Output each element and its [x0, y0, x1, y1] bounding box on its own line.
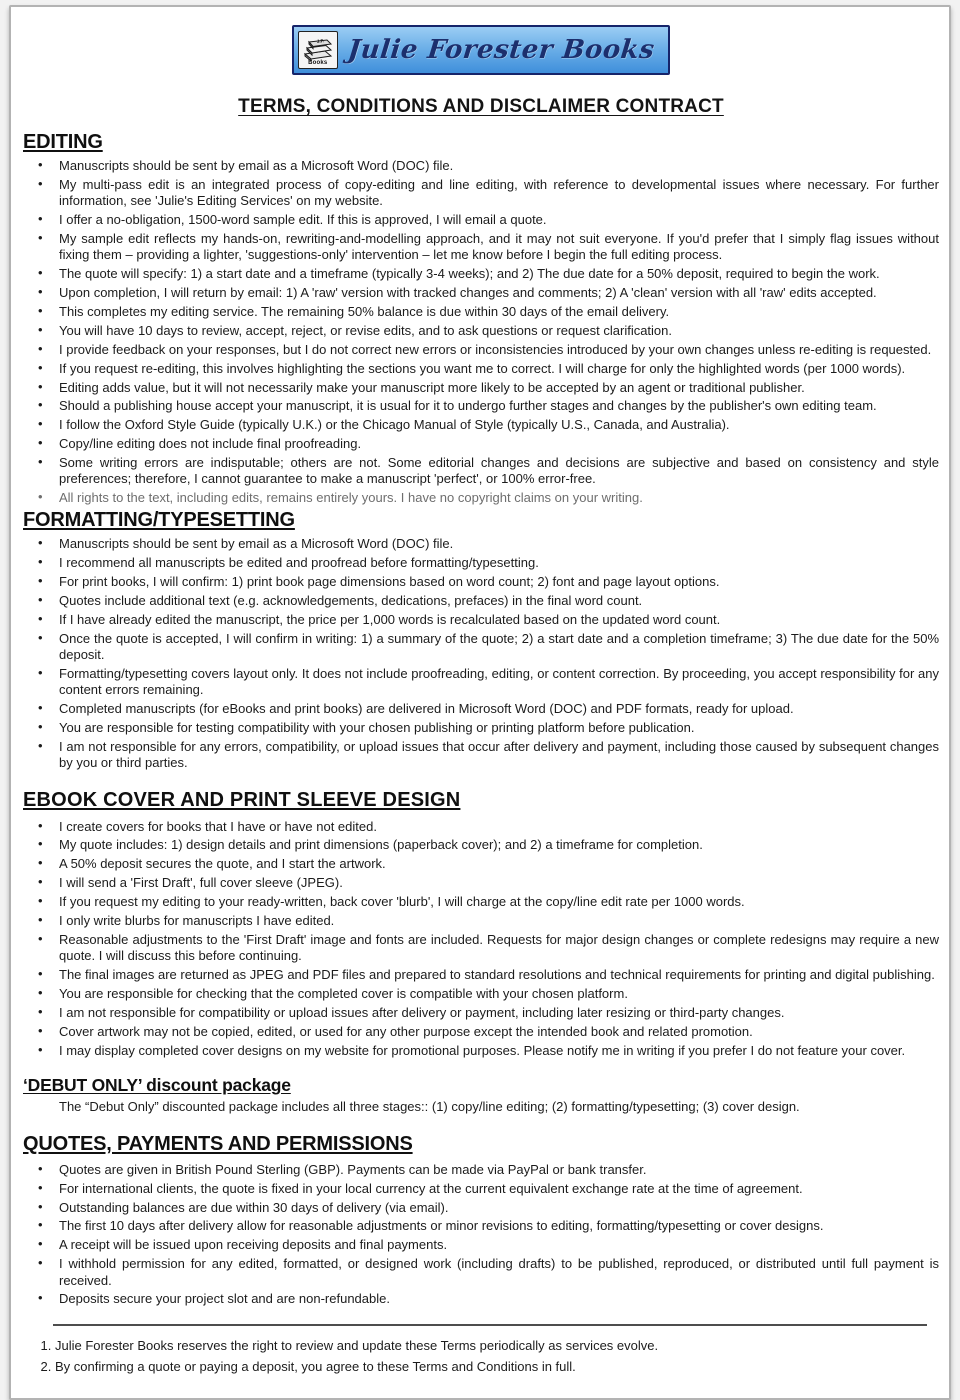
section-heading: FORMATTING/TYPESETTING: [23, 509, 295, 532]
bullet-item: • If you request my editing to your ready-written, back cover 'blurb', I will charge at the copy/line edit rate per 1000 words.: [23, 894, 939, 910]
bullet-item: • I withhold permission for any edited, formatted, or designed work (including drafts) to be published, reproduced, or distributed until full payment is received.: [23, 1256, 939, 1289]
section-heading: ‘DEBUT ONLY’ discount package: [23, 1074, 291, 1095]
section-ebook: [23, 789, 939, 1059]
stacked-books-icon: [298, 31, 338, 69]
bullet-item: • You will have 10 days to review, accept, reject, or revise edits, and to ask questions or request clarification.: [23, 323, 939, 339]
sections-root: [23, 131, 939, 1308]
bullet-item: • Some writing errors are indisputable; others are not. Some editorial changes and decisions are subjective and based on consistency and style preferences; therefore, I cannot guarantee to make a manuscript 'perfect', or 100% error-free.: [23, 455, 939, 488]
section-paragraph: The “Debut Only” discounted package includes all three stages:: (1) copy/line editing; (2) formatting/typesetting; (3) cover design.: [59, 1098, 800, 1114]
brand-banner: [292, 25, 670, 75]
bullet-item: • A receipt will be issued upon receiving deposits and final payments.: [23, 1237, 939, 1253]
bullet-item: • I am not responsible for any errors, compatibility, or upload issues that occur after delivery and payment, including those caused by subsequent changes by you or third parties.: [23, 739, 939, 772]
section-formatting: [23, 509, 939, 771]
bullet-item: • Once the quote is accepted, I will confirm in writing: 1) a summary of the quote; 2) a start date and a completion timeframe; 3) The due date for the 50% deposit.: [23, 631, 939, 664]
document-title: TERMS, CONDITIONS AND DISCLAIMER CONTRACT: [238, 96, 724, 117]
bullet-item: • I recommend all manuscripts be edited and proofread before formatting/typesetting.: [23, 555, 939, 571]
bullet-list: [23, 536, 939, 771]
brand-name: Julie Forester Books: [346, 35, 656, 65]
bullet-item: • Upon completion, I will return by email: 1) A 'raw' version with tracked changes and comments; 2) A 'clean' version with all 'raw' edits accepted.: [23, 285, 939, 301]
bullet-item: • You are responsible for checking that the completed cover is compatible with your chosen platform.: [23, 986, 939, 1002]
section-editing: [23, 131, 939, 507]
bullet-item: • For international clients, the quote is fixed in your local currency at the current equivalent exchange rate at the time of agreement.: [23, 1181, 939, 1197]
bullet-item: • Formatting/typesetting covers layout only. It does not include proofreading, editing, or content correction. By proceeding, you accept responsibility for any content errors remaining.: [23, 666, 939, 699]
bullet-item: • Quotes are given in British Pound Sterling (GBP). Payments can be made via PayPal or bank transfer.: [23, 1162, 939, 1178]
bullet-item: • Should a publishing house accept your manuscript, it is usual for it to undergo further stages and changes by the publisher's own editing team.: [23, 398, 939, 414]
bullet-item: • Manuscripts should be sent by email as a Microsoft Word (DOC) file.: [23, 158, 939, 174]
footer-list: [23, 1338, 939, 1376]
section-heading: EBOOK COVER AND PRINT SLEEVE DESIGN: [23, 788, 461, 811]
bullet-list: [23, 158, 939, 507]
bullet-item: • I follow the Oxford Style Guide (typically U.K.) or the Chicago Manual of Style (typically U.S., Canada, and Australia).: [23, 417, 939, 433]
books-stack-graphic: [302, 35, 334, 61]
bullet-item: • Quotes include additional text (e.g. acknowledgements, dedications, prefaces) in the final word count.: [23, 593, 939, 609]
footer-divider: [53, 1324, 927, 1326]
bullet-item: • Completed manuscripts (for eBooks and print books) are delivered in Microsoft Word (DOC) and PDF formats, ready for upload.: [23, 701, 939, 717]
bullet-item: • Outstanding balances are due within 30 days of delivery (via email).: [23, 1200, 939, 1216]
bullet-item: • Deposits secure your project slot and are non-refundable.: [23, 1291, 939, 1307]
bullet-item: • Cover artwork may not be copied, edited, or used for any other purpose except the intended book and related promotion.: [23, 1024, 939, 1040]
bullet-item: • I only write blurbs for manuscripts I have edited.: [23, 913, 939, 929]
bullet-item: • I may display completed cover designs on my website for promotional purposes. Please notify me in writing if you prefer I do not feature your cover.: [23, 1043, 939, 1059]
bullet-item: • If I have already edited the manuscript, the price per 1,000 words is recalculated based on the updated word count.: [23, 612, 939, 628]
bullet-item: • I offer a no-obligation, 1500-word sample edit. If this is approved, I will email a quote.: [23, 212, 939, 228]
section-debut: [23, 1075, 939, 1116]
bullet-item: • I provide feedback on your responses, but I do not correct new errors or inconsistencies introduced by your own changes unless re-editing is requested.: [23, 342, 939, 358]
bullet-item: • A 50% deposit secures the quote, and I start the artwork.: [23, 856, 939, 872]
bullet-list: [23, 819, 939, 1059]
bullet-item: • My sample edit reflects my hands-on, rewriting-and-modelling approach, and it may not suit everyone. If you'd prefer that I simply flag issues without fixing them – providing a lighter, 'suggestions-only' intervention – let me know before I begin the full editing process.: [23, 231, 939, 264]
bullet-list: [23, 1162, 939, 1308]
bullet-item: • I create covers for books that I have or have not edited.: [23, 819, 939, 835]
footer-item: 2. By confirming a quote or paying a deposit, you agree to these Terms and Conditions in full.: [55, 1359, 939, 1376]
bullet-item: • You are responsible for testing compatibility with your chosen publishing or printing platform before publication.: [23, 720, 939, 736]
bullet-item: • If you request re-editing, this involves highlighting the sections you want me to correct. I will charge for only the highlighted words (per 1000 words).: [23, 361, 939, 377]
bullet-item: • Reasonable adjustments to the 'First Draft' image and fonts are included. Requests for major design changes or complete redesigns may require a new quote. I will discuss this before continuing.: [23, 932, 939, 965]
bullet-item: • For print books, I will confirm: 1) print book page dimensions based on word count; 2) font and page layout options.: [23, 574, 939, 590]
bullet-item: • Manuscripts should be sent by email as a Microsoft Word (DOC) file.: [23, 536, 939, 552]
bullet-item: • My multi-pass edit is an integrated process of copy-editing and line editing, with reference to developmental issues where necessary. For further information, see 'Julie's Editing Services' on my website.: [23, 177, 939, 210]
icon-caption: Books: [308, 59, 328, 66]
bullet-item: • I will send a 'First Draft', full cover sleeve (JPEG).: [23, 875, 939, 891]
section-quotes: [23, 1133, 939, 1308]
document-page: [9, 5, 951, 1400]
section-heading: QUOTES, PAYMENTS AND PERMISSIONS: [23, 1132, 413, 1155]
bullet-item: • The first 10 days after delivery allow for reasonable adjustments or minor revisions to editing, formatting/typesetting or cover designs.: [23, 1218, 939, 1234]
bullet-item: • Copy/line editing does not include final proofreading.: [23, 436, 939, 452]
bullet-item: • I am not responsible for compatibility or upload issues after delivery or payment, including later resizing or third-party changes.: [23, 1005, 939, 1021]
bullet-item: • The final images are returned as JPEG and PDF files and prepared to standard resolutions and technical requirements for printing and digital publishing.: [23, 967, 939, 983]
bullet-item: • This completes my editing service. The remaining 50% balance is due within 30 days of the email delivery.: [23, 304, 939, 320]
bullet-item: • Editing adds value, but it will not necessarily make your manuscript more likely to be accepted by an agent or traditional publisher.: [23, 380, 939, 396]
footer-item: 1. Julie Forester Books reserves the right to review and update these Terms periodically as services evolve.: [55, 1338, 939, 1355]
bullet-item: • The quote will specify: 1) a start date and a timeframe (typically 3-4 weeks); and 2) The due date for a 50% deposit, required to begin the work.: [23, 266, 939, 282]
section-heading: EDITING: [23, 131, 103, 153]
bullet-item: • All rights to the text, including edits, remains entirely yours. I have no copyright claims on your writing.: [23, 490, 939, 506]
icon-monogram: J.F.: [316, 37, 325, 44]
bullet-item: • My quote includes: 1) design details and print dimensions (paperback cover); and 2) a timeframe for completion.: [23, 837, 939, 853]
